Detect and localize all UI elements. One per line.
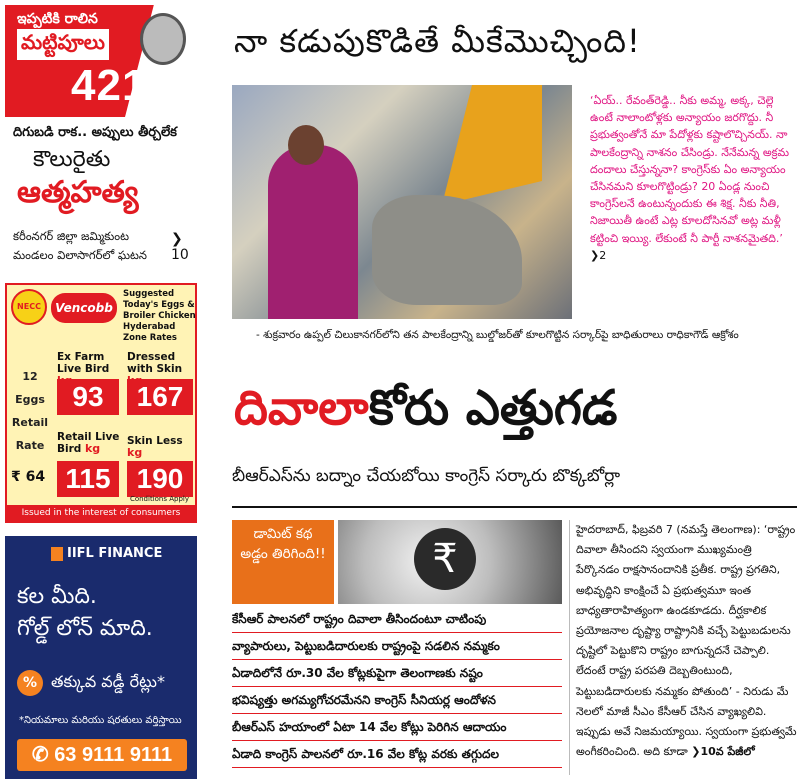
- tag-line-1: ఇప్పటికి రాలిన: [17, 11, 98, 27]
- item-label-2: Dressed with Skin: [127, 351, 183, 375]
- iifl-gold-loan-ad[interactable]: [5, 536, 197, 779]
- news-photo: [232, 85, 572, 319]
- farmer-location-2: మండలం విలాసాగర్‌లో ఘటన: [13, 248, 147, 262]
- issued-note: Issued in the interest of consumers: [7, 505, 195, 521]
- iifl-brand: IIFL FINANCE: [67, 546, 163, 561]
- quote-page-ref[interactable]: ❯2: [590, 248, 607, 262]
- column-separator: [569, 520, 570, 775]
- farmer-sub: దిగుబడి రాక.. అప్పులు తీర్చలేక: [13, 125, 177, 140]
- conditions-apply: Conditions Apply: [129, 495, 189, 503]
- item-label-1: Ex Farm Live Bird: [57, 351, 110, 375]
- main-subhead: బీఆర్‌ఎస్‌ను బద్నాం చేయబోయి కాంగ్రెస్ సర్కారు బొక్కబోర్లా: [232, 466, 621, 486]
- damit-box: డామిట్ కథ అడ్డం తిరిగింది!!: [232, 520, 334, 604]
- iifl-logo-icon: [51, 547, 63, 561]
- woman-figure: [268, 145, 358, 319]
- bullet-item: బీఆర్‌ఎస్ హయాంలో ఏటా 14 వేల కోట్లు పెరిగిన ఆదాయం: [232, 714, 562, 741]
- eggs-price: ₹ 64: [11, 469, 46, 485]
- main-headline[interactable]: దివాలాకోరు ఎత్తుగడ: [234, 380, 618, 436]
- photo-caption: - శుక్రవారం ఉప్పల్ చిలుకానగర్‌లోని తన పాలకేంద్రాన్ని బుల్డోజర్‌తో కూలగొట్టిన సర్కార్‌పై బాధితురాలు రాధికాగౌడ్ ఆక్రోశం: [256, 329, 739, 341]
- rupee-image: [338, 520, 562, 604]
- bullet-item: భవిష్యత్తు అగమ్యగోచరమేనని కాంగ్రెస్ సీనియర్ల ఆందోళన: [232, 687, 562, 714]
- bullet-item: కేసీఆర్ పాలనలో రాష్ట్రం దివాలా తీసిందంటూ చాటింపు: [232, 606, 562, 633]
- farmer-suicide-box[interactable]: [5, 5, 197, 270]
- farmer-page-ref[interactable]: ❯10: [171, 231, 189, 263]
- bullet-item: ఏడాది కాంగ్రెస్ పాలనలో రూ.16 వేల కోట్ల వరకు తగ్గుదల: [232, 741, 562, 768]
- farmer-head-2: ఆత్మహత్య: [17, 175, 139, 210]
- iifl-rate: తక్కువ వడ్డీ రేట్లు*: [51, 672, 165, 691]
- bulldozer-shape: [442, 85, 542, 205]
- farmer-head-1: కౌలురైతు: [33, 147, 111, 172]
- price-live-bird: 93: [57, 379, 119, 415]
- item-label-3: Retail Live Bird kg: [57, 431, 120, 455]
- bullet-list: [232, 606, 562, 768]
- iifl-line-2: గోల్డ్ లోన్ మాది.: [17, 616, 153, 641]
- woman-head: [288, 125, 324, 165]
- farmer-location-1: కరీంనగర్ జిల్లా జమ్మికుంట: [13, 229, 129, 243]
- tag-line-2: మట్టిపూలు: [17, 29, 109, 60]
- price-retail-live: 115: [57, 461, 119, 497]
- suicide-count: 421: [71, 61, 148, 110]
- price-skinless: 190: [127, 461, 193, 497]
- bullet-item: ఏడాదిలోనే రూ.30 వేల కోట్లకుపైగా తెలంగాణకు నష్టం: [232, 660, 562, 687]
- item-label-4: Skin Less kg: [127, 435, 183, 459]
- eggs-label: 12 Eggs Retail Rate: [11, 370, 49, 452]
- vencobb-logo: Vencobb: [51, 293, 117, 323]
- article-body: హైదరాబాద్, ఫిబ్రవరి 7 (నమస్తే తెలంగాణ): ‘రాష్ట్రం దివాలా తీసిందని స్వయంగా ముఖ్యమంత్రి పేర్కొనడం రాక్షసానందానికి ప్రతీక. రాష్ట్ర ప్రగతిని, అభివృద్ధిని కాంక్షించే ఏ ప్రభుత్వమూ ఇంత బాధ్యతారాహిత్యంగా ఉండకూడదు. దీర్ఘకాలిక ప్రయోజనాల దృష్ట్యా రాష్ట్రానికి వచ్చే పెట్టుబడులను దృష్టిలో పెట్టుకొని రాష్ట్రం బాగున్నదనే చెప్పాలి. లేదంటే రాష్ట్ర పరపతి దెబ్బతింటుంది, పెట్టుబడిదారులకు నమ్మకం పోతుంది’ - నిరుడు మే నెలలో మాజీ సీఎం కేసీఆర్ చేసిన వ్యాఖ్యలివి. ఇప్పుడు అవే నిజమయ్యాయి. స్వయంగా ప్రభుత్వమే అంగీకరించింది. అది కూడా ❯10వ పేజీలో: [576, 523, 797, 759]
- percent-icon: %: [17, 670, 43, 696]
- debris-shape: [372, 195, 522, 305]
- price-dressed: 167: [127, 379, 193, 415]
- necc-logo: NECC: [11, 289, 47, 325]
- continued-page-ref[interactable]: ❯10వ పేజీలో: [691, 745, 755, 759]
- iifl-phone[interactable]: ✆ 63 9111 9111: [17, 739, 187, 771]
- suggested-rates-text: Suggested Today's Eggs & Broiler Chicken Hyderabad Zone Rates: [123, 289, 196, 343]
- egg-rates-ad[interactable]: [5, 283, 197, 523]
- divider: [232, 506, 797, 508]
- bullet-item: వ్యాపారులు, పెట్టుబడిదారులకు రాష్ట్రంపై సడలిన నమ్మకం: [232, 633, 562, 660]
- pull-quote: ‘ఏయ్.. రేవంత్‌రెడ్డి.. నీకు అమ్మ, అక్క, చెల్లె ఉంటే నాలాంటోళ్లకు అన్యాయం జరగొద్దు. నీ ప్రభుత్వంతోనే మా పేదోళ్లకు కష్టాలొచ్చినయ్. నా పాలకేంద్రాన్ని నాశనం చేసిండ్రు. నేనేమన్న అక్రమ దందాలు చేస్తున్ననా? కాంగ్రెస్‌కు ఏం అన్యాయం చేసినమని కూలగొట్టిండ్రు? 20 ఏండ్ల నుంచి కాంగ్రెస్‌లనే ఉంటున్నందుకు ఈ శిక్ష. నీకు నీతి, నిజాయితీ ఉంటే ఎట్ల కూలదోసినవో అట్ల మళ్లీ కట్టించి ఇయ్యి. లేకుంటే నీ పార్టీ నాశనమైతది.’ ❯2: [590, 94, 790, 262]
- top-headline[interactable]: నా కడుపుకొడితే మీకేమొచ్చింది!: [234, 22, 641, 60]
- pesticide-bottle-icon: [140, 13, 186, 65]
- iifl-line-1: కల మీది.: [17, 584, 97, 609]
- iifl-terms: *నియమాలు మరియు షరతులు వర్తిస్తాయి: [19, 715, 182, 726]
- rupee-icon: ₹: [414, 528, 476, 590]
